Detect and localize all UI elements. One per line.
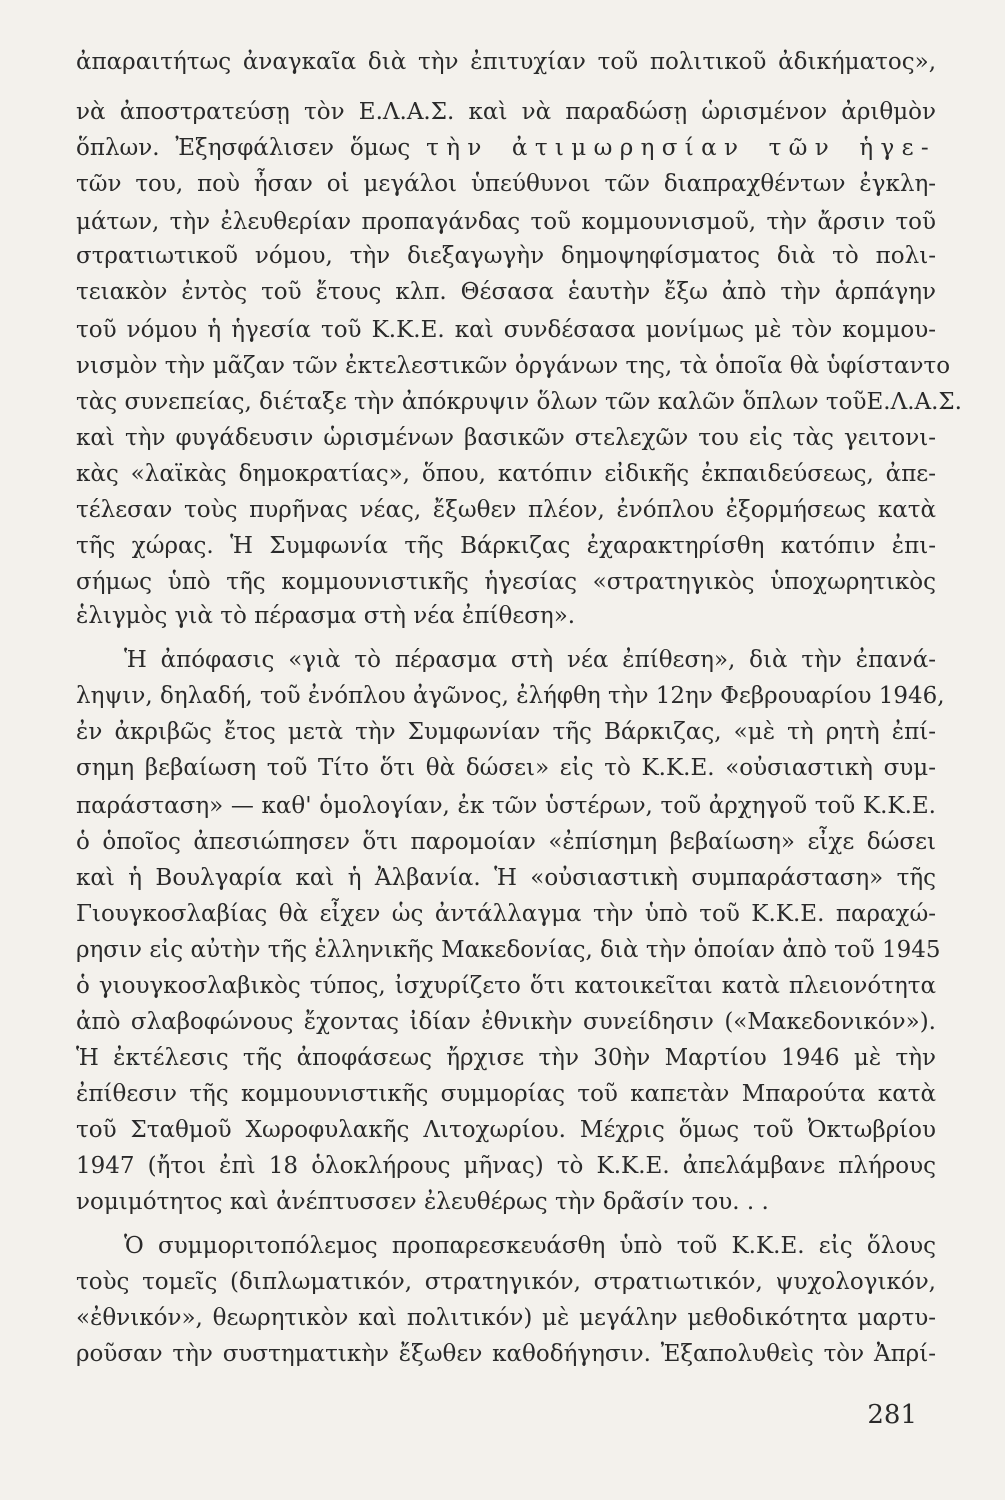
text-line-6: στρατιωτικοῦ νόμου, τὴν διεξαγωγὴν δημοψηφίσματος διὰ τὸ πολι- — [76, 243, 936, 269]
text-line-15: σήμως ὑπὸ τῆς κομμουνιστικῆς ἡγεσίας «στρατηγικὸς ὑποχωρητικὸς — [76, 569, 936, 595]
text-line-30: τοῦ Σταθμοῦ Χωροφυλακῆς Λιτοχωρίου. Μέχρις ὅμως τοῦ Ὀκτωβρίου — [76, 1117, 936, 1143]
text-line-13: τέλεσαν τοὺς πυρῆνας νέας, ἔξωθεν πλέον, ἐνόπλου ἐξορμήσεως κατὰ — [76, 497, 936, 523]
text-line-29: ἐπίθεσιν τῆς κομμουνιστικῆς συμμορίας τοῦ καπετὰν Μπαρούτα κατὰ — [76, 1081, 936, 1107]
text-line-19: ἐν ἀκριβῶς ἔτος μετὰ τὴν Συμφωνίαν τῆς Βάρκιζας, «μὲ τὴ ρητὴ ἐπί- — [76, 719, 936, 745]
text-line-2: νὰ ἀποστρατεύσῃ τὸν Ε.Λ.Α.Σ. καὶ νὰ παραδώσῃ ὡρισμένον ἀριθμὸν — [76, 99, 936, 125]
text-line-31: 1947 (ἤτοι ἐπὶ 18 ὁλοκλήρους μῆνας) τὸ Κ.Κ.Ε. ἀπελάμβανε πλήρους — [76, 1153, 936, 1179]
text-line-16: ἑλιγμὸς γιὰ τὸ πέρασμα στὴ νέα ἐπίθεση». — [76, 603, 576, 629]
text-line-14: τῆς χώρας. Ἡ Συμφωνία τῆς Βάρκιζας ἐχαρακτηρίσθη κατόπιν ἐπι- — [76, 533, 936, 559]
text-line-32: νομιμότητος καὶ ἀνέπτυσσεν ἐλευθέρως τὴν δρᾶσίν του. . . — [76, 1189, 769, 1215]
text-line-10: τὰς συνεπείας, διέταξε τὴν ἀπόκρυψιν ὅλων τῶν καλῶν ὅπλων τοῦΕ.Λ.Α.Σ. — [76, 389, 962, 415]
text-line-28: Ἡ ἐκτέλεσις τῆς ἀποφάσεως ἤρχισε τὴν 30ὴν Μαρτίου 1946 μὲ τὴν — [76, 1045, 936, 1071]
text-line-1: ἀπαραιτήτως ἀναγκαῖα διὰ τὴν ἐπιτυχίαν τοῦ πολιτικοῦ ἀδικήματος», — [76, 49, 936, 75]
text-line-3-spaced: τὴν ἀτιμωρησίαν τῶν ἡγε- — [426, 135, 936, 161]
text-line-27: ἀπὸ σλαβοφώνους ἔχοντας ἰδίαν ἐθνικὴν συνείδησιν («Μακεδονικόν»). — [76, 1009, 936, 1035]
text-line-25: ρησιν εἰς αὐτὴν τῆς ἑλληνικῆς Μακεδονίας, διὰ τὴν ὁποίαν ἀπὸ τοῦ 1945 — [76, 937, 941, 963]
text-line-23: καὶ ἡ Βουλγαρία καὶ ἡ Ἀλβανία. Ἡ «οὐσιαστικὴ συμπαράσταση» τῆς — [76, 865, 936, 891]
page-number: 281 — [867, 1400, 917, 1430]
text-line-36: ροῦσαν τὴν συστηματικὴν ἔξωθεν καθοδήγησιν. Ἐξαπολυθεὶς τὸν Ἀπρί- — [76, 1341, 936, 1367]
text-line-4: τῶν του, ποὺ ἦσαν οἱ μεγάλοι ὑπεύθυνοι τῶν διαπραχθέντων ἐγκλη- — [76, 171, 936, 197]
text-line-24: Γιουγκοσλαβίας θὰ εἶχεν ὡς ἀντάλλαγμα τὴν ὑπὸ τοῦ Κ.Κ.Ε. παραχώ- — [76, 901, 936, 927]
text-line-33: Ὁ συμμοριτοπόλεμος προπαρεσκευάσθη ὑπὸ τοῦ Κ.Κ.Ε. εἰς ὅλους — [124, 1233, 936, 1259]
text-line-3-start: ὅπλων. Ἐξησφάλισεν ὅμως — [76, 135, 411, 161]
text-line-11: καὶ τὴν φυγάδευσιν ὡρισμένων βασικῶν στελεχῶν του εἰς τὰς γειτονι- — [76, 425, 936, 451]
text-line-7: τειακὸν ἐντὸς τοῦ ἔτους κλπ. Θέσασα ἑαυτὴν ἔξω ἀπὸ τὴν ἁρπάγην — [76, 279, 936, 305]
text-line-20: σημη βεβαίωση τοῦ Τίτο ὅτι θὰ δώσει» εἰς τὸ Κ.Κ.Ε. «οὐσιαστικὴ συμ- — [76, 755, 936, 781]
text-line-26: ὁ γιουγκοσλαβικὸς τύπος, ἰσχυρίζετο ὅτι κατοικεῖται κατὰ πλειονότητα — [76, 973, 936, 999]
text-line-22: ὁ ὁποῖος ἀπεσιώπησεν ὅτι παρομοίαν «ἐπίσημη βεβαίωση» εἶχε δώσει — [76, 829, 936, 855]
text-line-34: τοὺς τομεῖς (διπλωματικόν, στρατηγικόν, στρατιωτικόν, ψυχολογικόν, — [76, 1269, 936, 1295]
text-line-35: «ἐθνικόν», θεωρητικὸν καὶ πολιτικόν) μὲ μεγάλην μεθοδικότητα μαρτυ- — [76, 1305, 936, 1331]
text-line-5: μάτων, τὴν ἐλευθερίαν προπαγάνδας τοῦ κομμουνισμοῦ, τὴν ἄρσιν τοῦ — [76, 209, 936, 235]
text-line-8: τοῦ νόμου ἡ ἡγεσία τοῦ Κ.Κ.Ε. καὶ συνδέσασα μονίμως μὲ τὸν κομμου- — [76, 317, 936, 343]
text-line-17: Ἡ ἀπόφασις «γιὰ τὸ πέρασμα στὴ νέα ἐπίθεση», διὰ τὴν ἐπανά- — [124, 647, 936, 673]
text-line-9: νισμὸν τὴν μᾶζαν τῶν ἐκτελεστικῶν ὀργάνων της, τὰ ὁποῖα θὰ ὑφίσταντο — [76, 353, 951, 379]
text-line-18: ληψιν, δηλαδή, τοῦ ἐνόπλου ἀγῶνος, ἐλήφθη τὴν 12ην Φεβρουαρίου 1946, — [76, 683, 945, 709]
text-line-3 — [76, 132, 936, 164]
text-line-12: κὰς «λαϊκὰς δημοκρατίας», ὅπου, κατόπιν εἰδικῆς ἐκπαιδεύσεως, ἀπε- — [76, 461, 936, 487]
text-line-21: παράσταση» — καθ' ὁμολογίαν, ἐκ τῶν ὑστέρων, τοῦ ἀρχηγοῦ τοῦ Κ.Κ.Ε. — [76, 793, 936, 819]
